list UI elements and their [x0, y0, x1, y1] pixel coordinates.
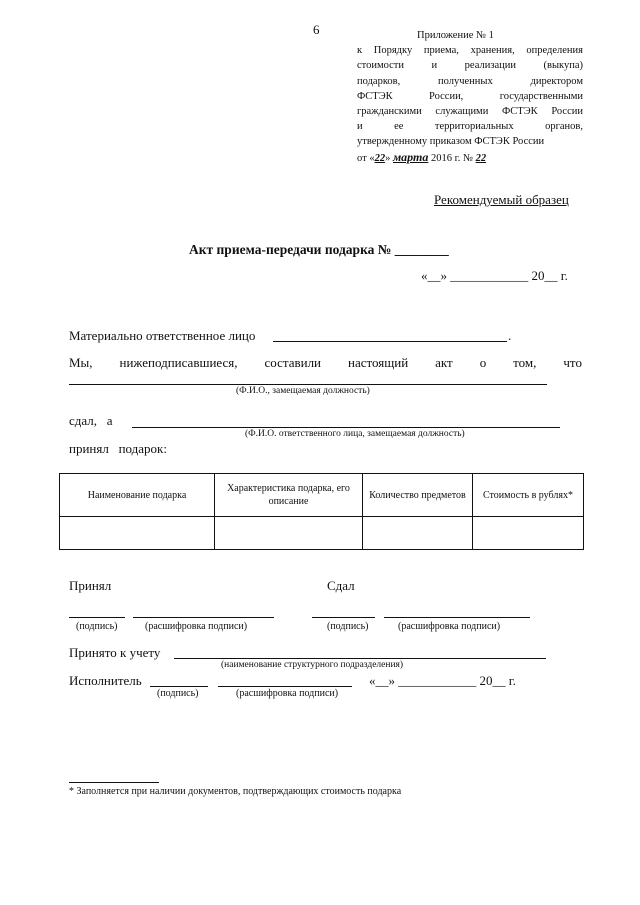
- table-cell[interactable]: [60, 517, 215, 550]
- caption-executor-sign: (подпись): [157, 688, 199, 699]
- table-cell[interactable]: [215, 517, 363, 550]
- word: акт: [435, 355, 453, 370]
- accounting-label: Принято к учету: [69, 645, 161, 660]
- annex-line: стоимости и реализации (выкупа): [357, 60, 583, 72]
- table-cell[interactable]: [363, 517, 473, 550]
- annex-date-day-handwritten: 22: [374, 152, 386, 164]
- caption-handed-sign: (подпись): [327, 621, 369, 632]
- annex-line: к Порядку приема, хранения, определения: [357, 45, 583, 57]
- caption-fio-responsible: (Ф.И.О. ответственного лица, замещаемая должность): [245, 429, 465, 439]
- gift-table: [59, 473, 584, 550]
- word: что: [563, 355, 582, 370]
- annex-date-prefix: от «: [357, 152, 375, 164]
- annex-line: и ее территориальных органов,: [357, 121, 583, 133]
- annex-line: подарков, полученных директором: [357, 75, 583, 87]
- accepted-gift-label: принял подарок:: [69, 441, 167, 456]
- header-quantity: Количество предметов: [363, 474, 473, 517]
- table-row: [60, 517, 584, 550]
- caption-unit: (наименование структурного подразделения): [221, 660, 404, 670]
- responsible-field[interactable]: [273, 341, 507, 342]
- footnote-separator: [69, 782, 159, 783]
- annex-date-line: [357, 150, 583, 166]
- word: том,: [513, 355, 537, 370]
- annex-title: Приложение № 1: [417, 30, 494, 41]
- undersigned-line: [69, 355, 582, 371]
- executor-signature-field[interactable]: [150, 686, 208, 687]
- responsible-end: .: [508, 328, 512, 343]
- annex-line: гражданскими служащими ФСТЭК России: [357, 106, 583, 118]
- annex-line: ФСТЭК России, государственными: [357, 90, 583, 102]
- annex-date-year: 2016 г. №: [428, 152, 476, 164]
- caption-accepted-sign: (подпись): [76, 621, 118, 632]
- caption-executor-decode: (расшифровка подписи): [236, 688, 339, 699]
- executor-decode-field[interactable]: [218, 686, 352, 687]
- responsible-label: Материально ответственное лицо: [69, 328, 256, 343]
- annex-number-handwritten: 22: [475, 152, 487, 164]
- word: настоящий: [347, 355, 409, 370]
- page-number: 6: [313, 22, 320, 37]
- annex-date-mid: »: [385, 152, 393, 164]
- executor-label: Исполнитель: [69, 673, 142, 688]
- accepted-label: Принял: [69, 578, 112, 593]
- accepted-decode-field[interactable]: [133, 617, 274, 618]
- annex-line: утвержденному приказом ФСТЭК России: [357, 136, 545, 148]
- footnote: * Заполняется при наличии документов, подтверждающих стоимость подарка: [69, 786, 402, 797]
- annex-date-month-handwritten: марта: [392, 149, 429, 164]
- word: о: [479, 355, 487, 370]
- word: составили: [264, 355, 322, 370]
- handed-signature-field[interactable]: [312, 617, 375, 618]
- word: Мы,: [69, 355, 93, 370]
- table-header-row: [60, 474, 584, 517]
- fio-position-field[interactable]: [69, 384, 547, 385]
- header-cost: Стоимость в рублях*: [473, 474, 584, 517]
- caption-accepted-decode: (расшифровка подписи): [145, 621, 248, 632]
- act-date: «__» ____________ 20__ г.: [421, 268, 568, 283]
- caption-handed-decode: (расшифровка подписи): [398, 621, 501, 632]
- act-title: Акт приема-передачи подарка № ________: [189, 242, 449, 257]
- annex-header: [357, 28, 583, 166]
- accepted-signature-field[interactable]: [69, 617, 125, 618]
- table-cell[interactable]: [473, 517, 584, 550]
- handed-decode-field[interactable]: [384, 617, 530, 618]
- header-gift-name: Наименование подарка: [60, 474, 215, 517]
- caption-fio-position: (Ф.И.О., замещаемая должность): [236, 386, 370, 396]
- recommended-sample: Рекомендуемый образец: [434, 192, 569, 207]
- word: нижеподписавшиеся,: [119, 355, 238, 370]
- fio-responsible-field[interactable]: [132, 427, 560, 428]
- accounting-unit-field[interactable]: [174, 658, 546, 659]
- executor-date: «__» ____________ 20__ г.: [369, 673, 516, 688]
- handed-label: сдал, а: [69, 413, 113, 428]
- header-gift-description: Характеристика подарка, его описание: [215, 474, 363, 517]
- handed-sign-label: Сдал: [327, 578, 355, 593]
